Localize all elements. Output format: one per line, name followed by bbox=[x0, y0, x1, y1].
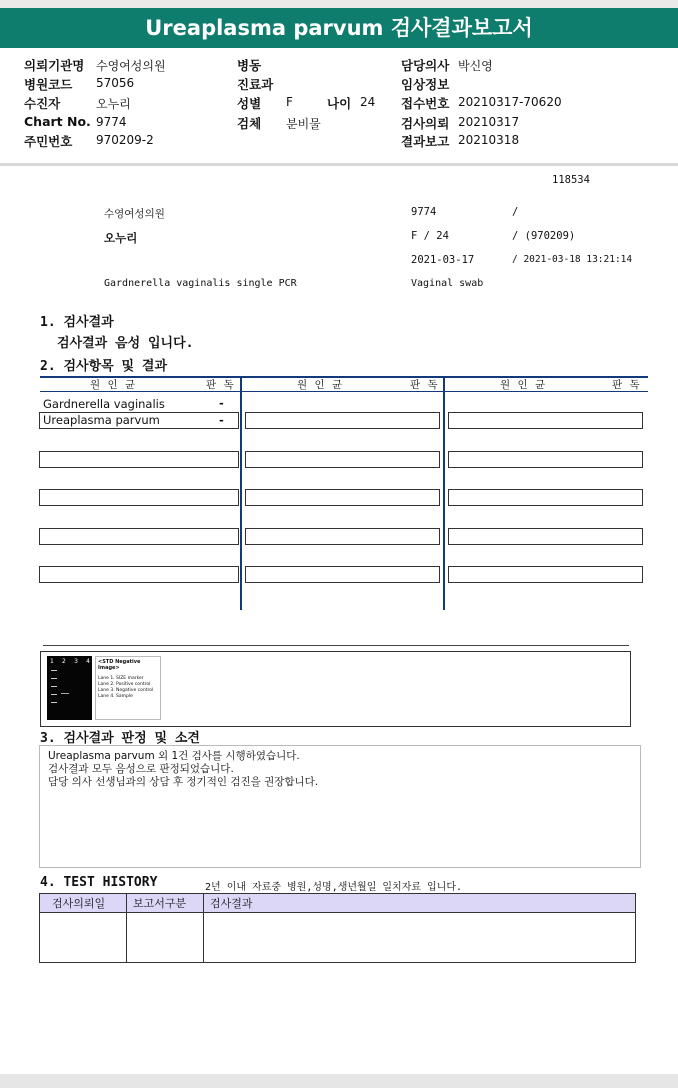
gel-lane-number: 1 bbox=[50, 658, 54, 665]
reception-label: 접수번호 bbox=[401, 96, 450, 111]
request-value: 20210317 bbox=[458, 115, 520, 129]
section-2-title: 2. 검사항목 및 결과 bbox=[40, 359, 168, 374]
report-title: Ureaplasma parvum 검사결과보고서 bbox=[0, 8, 678, 48]
reception-value: 20210317-70620 bbox=[458, 95, 562, 109]
result-pathogen-cell: Ureaplasma parvum bbox=[43, 413, 160, 427]
top-strip bbox=[0, 0, 678, 8]
image-divider bbox=[43, 645, 629, 646]
slip-patient: 오누리 bbox=[104, 231, 138, 245]
section-1-result: 검사결과 음성 입니다. bbox=[57, 336, 194, 351]
slip-report-datetime: / 2021-03-18 13:21:14 bbox=[512, 254, 633, 265]
section-3-title: 3. 검사결과 판정 및 소견 bbox=[40, 731, 200, 746]
sex-label: 성별 bbox=[237, 96, 262, 111]
slip-sex-age: F / 24 bbox=[411, 230, 449, 242]
history-col-divider bbox=[203, 894, 204, 962]
gel-band bbox=[51, 678, 57, 679]
doctor-value: 박신영 bbox=[458, 59, 493, 73]
empty-result-box bbox=[448, 412, 643, 429]
bottom-strip bbox=[0, 1074, 678, 1088]
slip-code: 118534 bbox=[552, 174, 590, 186]
gel-lane-number: 2 bbox=[62, 658, 66, 665]
gel-band bbox=[51, 694, 57, 695]
doctor-label: 담당의사 bbox=[401, 58, 450, 73]
col-header-judgement: 판 독 bbox=[612, 379, 642, 391]
empty-result-box bbox=[245, 528, 440, 545]
history-header-cell: 보고서구분 bbox=[133, 897, 187, 910]
empty-result-box bbox=[39, 489, 239, 506]
slip-request-date: 2021-03-17 bbox=[411, 254, 475, 266]
history-table bbox=[39, 893, 636, 963]
resident-value: 970209-2 bbox=[96, 133, 154, 147]
col-header-pathogen: 원 인 균 bbox=[297, 379, 345, 391]
gel-band bbox=[51, 702, 57, 703]
result-judgement-cell: - bbox=[219, 396, 224, 410]
ward-label: 병동 bbox=[237, 58, 262, 73]
specimen-value: 분비물 bbox=[286, 117, 321, 131]
gel-legend-line: Lane 1. SIZE marker bbox=[98, 676, 144, 681]
gel-legend-line: Lane 2. Positive control bbox=[98, 682, 151, 687]
empty-result-box bbox=[39, 451, 239, 468]
gel-lane-number: 3 bbox=[74, 658, 78, 665]
specimen-label: 검체 bbox=[237, 116, 262, 131]
age-label: 나이 bbox=[327, 96, 352, 111]
gel-band bbox=[61, 693, 69, 694]
gel-legend bbox=[95, 656, 161, 720]
history-header-cell: 검사의뢰일 bbox=[52, 897, 106, 910]
gel-lane-number: 4 bbox=[86, 658, 90, 665]
empty-result-box bbox=[39, 566, 239, 583]
slip-birth: / (970209) bbox=[512, 230, 576, 242]
department-label: 진료과 bbox=[237, 77, 274, 92]
result-row-box bbox=[39, 412, 239, 429]
section-4-title: 4. TEST HISTORY bbox=[40, 875, 158, 890]
slip-specimen: Vaginal swab bbox=[411, 278, 484, 289]
empty-result-box bbox=[39, 528, 239, 545]
sex-value: F bbox=[286, 95, 293, 109]
chart-value: 9774 bbox=[96, 115, 127, 129]
chart-label: Chart No. bbox=[24, 114, 91, 129]
result-judgement-cell: - bbox=[219, 413, 224, 427]
institution-value: 수영여성의원 bbox=[96, 59, 166, 73]
gel-legend-title: <STD Negative Image> bbox=[98, 659, 141, 671]
result-table-divider bbox=[240, 376, 242, 610]
hospital-code-label: 병원코드 bbox=[24, 77, 73, 92]
header-divider bbox=[0, 163, 678, 166]
recipient-value: 오누리 bbox=[96, 97, 131, 111]
opinion-line: 검사결과 모두 음성으로 판정되었습니다. bbox=[48, 763, 234, 775]
clinical-label: 임상정보 bbox=[401, 77, 450, 92]
gel-band bbox=[51, 686, 57, 687]
gel-band bbox=[51, 670, 57, 671]
gel-legend-line: Lane 3. Negative control bbox=[98, 688, 154, 693]
opinion-line: 담당 의사 선생님과의 상담 후 정기적인 검진을 권장합니다. bbox=[48, 776, 319, 788]
section-1-title: 1. 검사결과 bbox=[40, 315, 114, 330]
result-pathogen-cell: Gardnerella vaginalis bbox=[43, 397, 165, 411]
gel-image bbox=[47, 656, 92, 720]
history-table-header bbox=[40, 894, 635, 913]
col-header-pathogen: 원 인 균 bbox=[90, 379, 138, 391]
age-value: 24 bbox=[360, 95, 376, 109]
resident-label: 주민번호 bbox=[24, 134, 73, 149]
report-value: 20210318 bbox=[458, 133, 520, 147]
empty-result-box bbox=[448, 451, 643, 468]
history-note: 2년 이내 자료중 병원,성명,생년월일 일치자료 입니다. bbox=[205, 882, 463, 893]
history-header-cell: 검사결과 bbox=[210, 897, 253, 910]
hospital-code-value: 57056 bbox=[96, 76, 135, 90]
request-label: 검사의뢰 bbox=[401, 116, 450, 131]
opinion-line: Ureaplasma parvum 외 1건 검사를 시행하였습니다. bbox=[48, 750, 300, 762]
empty-result-box bbox=[245, 451, 440, 468]
slip-clinic: 수영여성의원 bbox=[104, 208, 165, 220]
empty-result-box bbox=[448, 489, 643, 506]
result-table-divider bbox=[443, 376, 445, 610]
slip-test-name: Gardnerella vaginalis single PCR bbox=[104, 278, 297, 289]
institution-label: 의뢰기관명 bbox=[24, 58, 85, 73]
empty-result-box bbox=[448, 566, 643, 583]
empty-result-box bbox=[245, 566, 440, 583]
opinion-box bbox=[39, 745, 641, 868]
empty-result-box bbox=[245, 412, 440, 429]
col-header-judgement: 판 독 bbox=[206, 379, 236, 391]
slip-chart: 9774 bbox=[411, 206, 437, 218]
report-label: 결과보고 bbox=[401, 134, 450, 149]
empty-result-box bbox=[245, 489, 440, 506]
recipient-label: 수진자 bbox=[24, 96, 61, 111]
empty-result-box bbox=[448, 528, 643, 545]
col-header-judgement: 판 독 bbox=[410, 379, 440, 391]
history-col-divider bbox=[126, 894, 127, 962]
col-header-pathogen: 원 인 균 bbox=[500, 379, 548, 391]
slip-slash: / bbox=[512, 206, 519, 218]
gel-legend-line: Lane 4. Sample bbox=[98, 694, 133, 699]
